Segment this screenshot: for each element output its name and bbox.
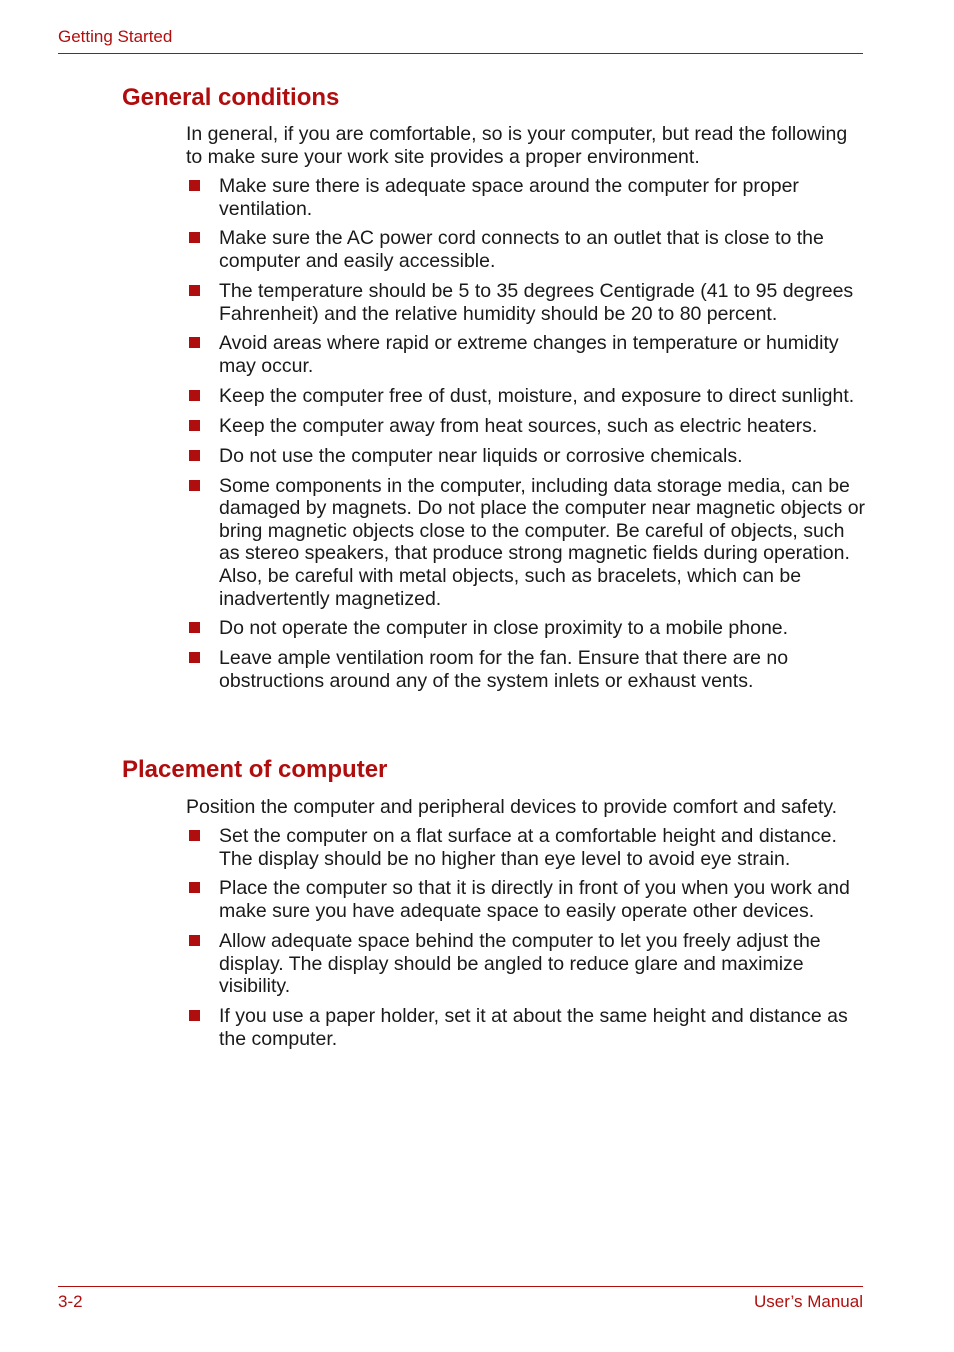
square-bullet-icon bbox=[189, 180, 200, 191]
square-bullet-icon bbox=[189, 285, 200, 296]
square-bullet-icon bbox=[189, 450, 200, 461]
square-bullet-icon bbox=[189, 622, 200, 633]
list-item: Avoid areas where rapid or extreme changes in temperature or humidity may occur. bbox=[186, 332, 866, 377]
section-heading: Placement of computer bbox=[122, 756, 388, 783]
general-conditions-list bbox=[186, 175, 866, 700]
placement-list bbox=[186, 825, 866, 1058]
list-item: Keep the computer away from heat sources, such as electric heaters. bbox=[186, 415, 866, 438]
square-bullet-icon bbox=[189, 882, 200, 893]
square-bullet-icon bbox=[189, 652, 200, 663]
list-item: Leave ample ventilation room for the fan. Ensure that there are no obstructions around any of the system inlets or exhaust vents. bbox=[186, 647, 866, 692]
list-item: Make sure the AC power cord connects to an outlet that is close to the computer and easily accessible. bbox=[186, 227, 866, 272]
list-item: Make sure there is adequate space around the computer for proper ventilation. bbox=[186, 175, 866, 220]
section-heading: General conditions bbox=[122, 84, 340, 111]
page-number: 3-2 bbox=[58, 1292, 83, 1311]
running-header: Getting Started bbox=[58, 27, 173, 46]
manual-title: User’s Manual bbox=[754, 1292, 863, 1311]
list-item: Some components in the computer, including data storage media, can be damaged by magnets. Do not place the computer near magnetic objects or bring magnetic objects close to the computer. Be careful of objects, such as stereo speakers, that produce strong magnetic fields during operation. Also, be careful with metal objects, such as bracelets, which can be inadvertently magnetized. bbox=[186, 475, 866, 611]
list-item: Set the computer on a flat surface at a comfortable height and distance. The display should be no higher than eye level to avoid eye strain. bbox=[186, 825, 866, 870]
list-item: Keep the computer free of dust, moisture, and exposure to direct sunlight. bbox=[186, 385, 866, 408]
list-item: Do not use the computer near liquids or corrosive chemicals. bbox=[186, 445, 866, 468]
list-item: Allow adequate space behind the computer to let you freely adjust the display. The display should be angled to reduce glare and maximize visibility. bbox=[186, 930, 866, 998]
list-item: If you use a paper holder, set it at about the same height and distance as the computer. bbox=[186, 1005, 866, 1050]
square-bullet-icon bbox=[189, 830, 200, 841]
square-bullet-icon bbox=[189, 420, 200, 431]
list-item: Place the computer so that it is directly in front of you when you work and make sure you have adequate space to easily operate other devices. bbox=[186, 877, 866, 922]
square-bullet-icon bbox=[189, 232, 200, 243]
square-bullet-icon bbox=[189, 480, 200, 491]
list-item: The temperature should be 5 to 35 degrees Centigrade (41 to 95 degrees Fahrenheit) and the relative humidity should be 20 to 80 percent. bbox=[186, 280, 866, 325]
square-bullet-icon bbox=[189, 390, 200, 401]
square-bullet-icon bbox=[189, 337, 200, 348]
list-item: Do not operate the computer in close proximity to a mobile phone. bbox=[186, 617, 866, 640]
section-intro: Position the computer and peripheral devices to provide comfort and safety. bbox=[186, 796, 838, 818]
square-bullet-icon bbox=[189, 1010, 200, 1021]
header-rule bbox=[58, 53, 863, 54]
footer-rule bbox=[58, 1286, 863, 1287]
section-intro: In general, if you are comfortable, so is your computer, but read the following to make sure your work site provides a proper environment. bbox=[186, 123, 848, 168]
square-bullet-icon bbox=[189, 935, 200, 946]
